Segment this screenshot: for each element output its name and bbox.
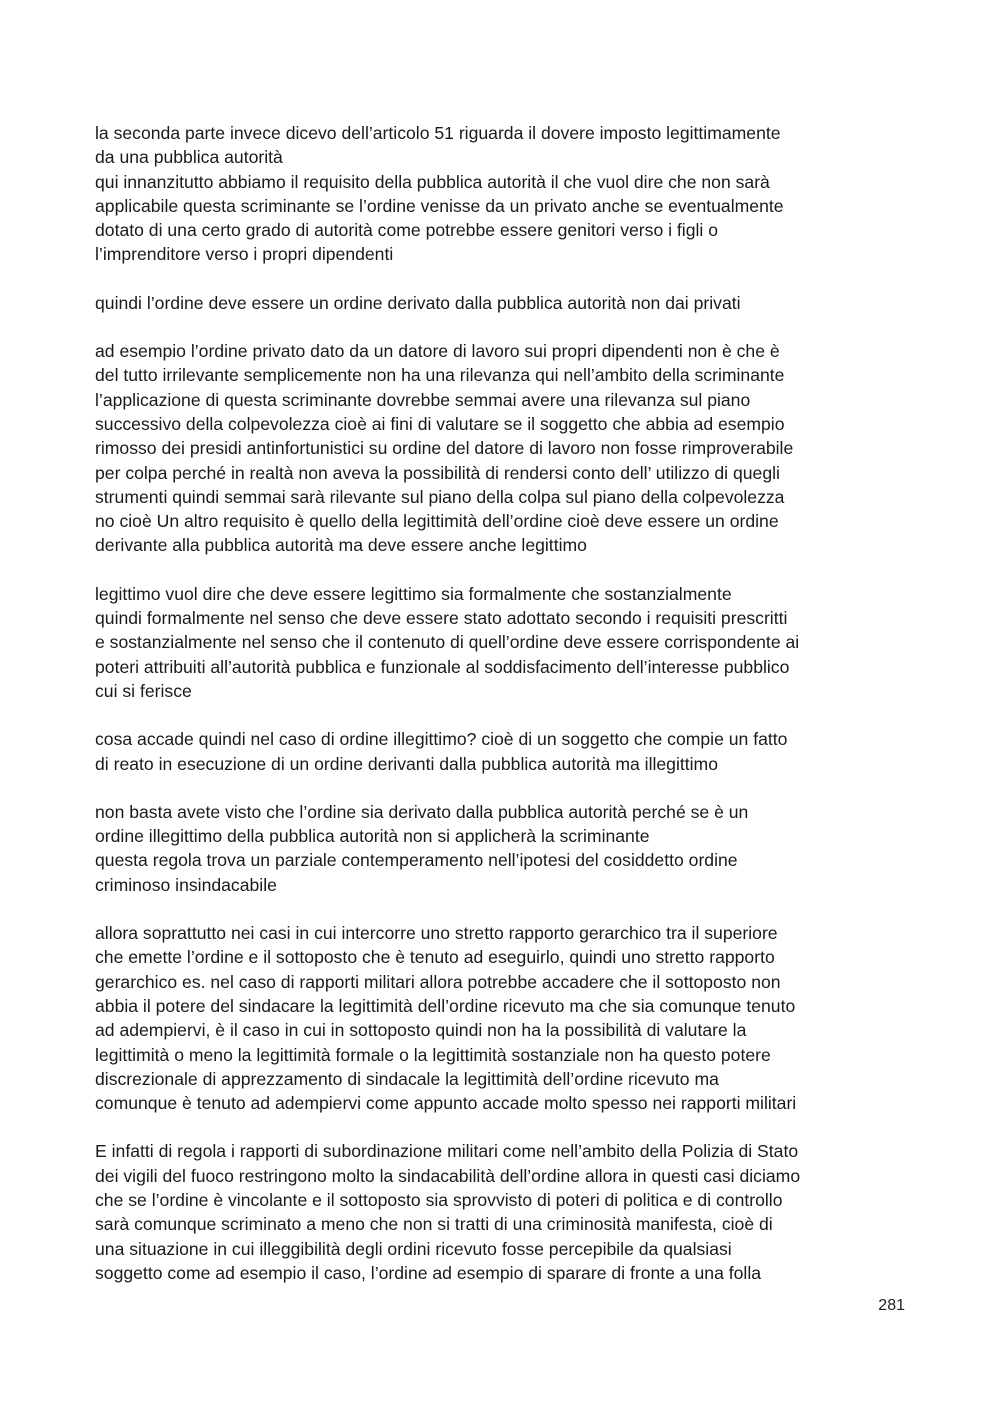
text-line: no cioè Un altro requisito è quello della legittimità dell’ordine cioè deve essere un ordine: [95, 511, 779, 532]
text-line: sarà comunque scriminato a meno che non si tratti di una criminosità manifesta, cioè di: [95, 1214, 773, 1235]
text-line: non basta avete visto che l’ordine sia derivato dalla pubblica autorità perché se è un: [95, 801, 749, 822]
text-line: qui innanzitutto abbiamo il requisito della pubblica autorità il che vuol dire che non sarà: [95, 171, 770, 192]
text-line: successivo della colpevolezza cioè ai fini di valutare se il soggetto che abbia ad esempio: [95, 413, 785, 434]
text-line: ad adempiervi, è il caso in cui in sottoposto quindi non ha la possibilità di valutare la: [95, 1020, 747, 1041]
paragraph-gap: [95, 776, 925, 800]
page-number: 281: [878, 1297, 905, 1314]
text-line: dotato di una certo grado di autorità come potrebbe essere genitori verso i figli o: [95, 220, 718, 241]
text-line: criminoso insindacabile: [95, 874, 277, 895]
text-line: rimosso dei presidi antinfortunistici su ordine del datore di lavoro non fosse rimproverabile: [95, 438, 794, 459]
text-line: la seconda parte invece dicevo dell’articolo 51 riguarda il dovere imposto legittimamente: [95, 123, 781, 143]
paragraph: [95, 291, 925, 315]
text-line: quindi l’ordine deve essere un ordine derivato dalla pubblica autorità non dai privati: [95, 292, 741, 313]
paragraph: [95, 1139, 925, 1285]
text-line: questa regola trova un parziale contemperamento nell’ipotesi del cosiddetto ordine: [95, 850, 738, 871]
paragraph: [95, 121, 925, 267]
text-line: cosa accade quindi nel caso di ordine illegittimo? cioè di un soggetto che compie un fatto: [95, 729, 788, 750]
text-line: cui si ferisce: [95, 680, 192, 701]
text-line: legittimo vuol dire che deve essere legittimo sia formalmente che sostanzialmente: [95, 583, 732, 604]
text-line: che se l’ordine è vincolante e il sottoposto sia sprovvisto di poteri di politica e di controllo: [95, 1189, 783, 1210]
text-line: di reato in esecuzione di un ordine derivanti dalla pubblica autorità ma illegittimo: [95, 753, 718, 774]
text-line: per colpa perché in realtà non aveva la possibilità di rendersi conto dell’ utilizzo di quegli: [95, 462, 780, 483]
text-line: strumenti quindi semmai sarà rilevante sul piano della colpa sul piano della colpevolezza: [95, 486, 785, 507]
text-line: una situazione in cui illeggibilità degli ordini ricevuto fosse percepibile da qualsiasi: [95, 1238, 732, 1259]
paragraph-gap: [95, 267, 925, 291]
text-line: soggetto come ad esempio il caso, l’ordine ad esempio di sparare di fronte a una folla: [95, 1262, 762, 1283]
text-line: poteri attribuiti all’autorità pubblica e funzionale al soddisfacimento dell’interesse pubblico: [95, 656, 790, 677]
paragraph-gap: [95, 897, 925, 921]
text-line: da una pubblica autorità: [95, 147, 283, 168]
paragraph-gap: [95, 558, 925, 582]
text-line: allora soprattutto nei casi in cui intercorre uno stretto rapporto gerarchico tra il superiore: [95, 923, 778, 944]
text-line: ordine illegittimo della pubblica autorità non si applicherà la scriminante: [95, 826, 650, 847]
text-line: l’imprenditore verso i propri dipendenti: [95, 244, 394, 265]
text-line: legittimità o meno la legittimità formale o la legittimità sostanziale non ha questo potere: [95, 1044, 771, 1065]
paragraph: [95, 921, 925, 1115]
text-line: del tutto irrilevante semplicemente non ha una rilevanza qui nell’ambito della scriminante: [95, 365, 785, 386]
text-line: comunque è tenuto ad adempiervi come appunto accade molto spesso nei rapporti militari: [95, 1093, 797, 1114]
paragraph: [95, 582, 925, 703]
text-line: che emette l’ordine e il sottoposto che è tenuto ad eseguirlo, quindi uno stretto rapporto: [95, 947, 775, 968]
text-line: discrezionale di apprezzamento di sindacale la legittimità dell’ordine ricevuto ma: [95, 1068, 719, 1089]
paragraph: [95, 800, 925, 897]
text-line: abbia il potere del sindacare la legittimità dell’ordine ricevuto ma che sia comunque tenuto: [95, 995, 796, 1016]
paragraph-gap: [95, 1115, 925, 1139]
text-line: dei vigili del fuoco restringono molto la sindacabilità dell’ordine allora in questi casi diciamo: [95, 1165, 801, 1186]
paragraph: [95, 339, 925, 558]
text-line: ad esempio l’ordine privato dato da un datore di lavoro sui propri dipendenti non è che è: [95, 341, 780, 362]
text-line: gerarchico es. nel caso di rapporti militari allora potrebbe accadere che il sottoposto non: [95, 971, 781, 992]
text-line: quindi formalmente nel senso che deve essere stato adottato secondo i requisiti prescritti: [95, 608, 788, 629]
text-line: e sostanzialmente nel senso che il contenuto di quell’ordine deve essere corrispondente ai: [95, 632, 800, 653]
text-line: applicabile questa scriminante se l’ordine venisse da un privato anche se eventualmente: [95, 195, 784, 216]
text-line: derivante alla pubblica autorità ma deve essere anche legittimo: [95, 535, 587, 556]
paragraph-gap: [95, 703, 925, 727]
text-line: E infatti di regola i rapporti di subordinazione militari come nell’ambito della Polizia di Stato: [95, 1141, 799, 1162]
paragraph-gap: [95, 315, 925, 339]
text-line: l’applicazione di questa scriminante dovrebbe semmai avere una rilevanza sul piano: [95, 389, 751, 410]
body-text: [95, 121, 925, 1285]
paragraph: [95, 727, 925, 776]
